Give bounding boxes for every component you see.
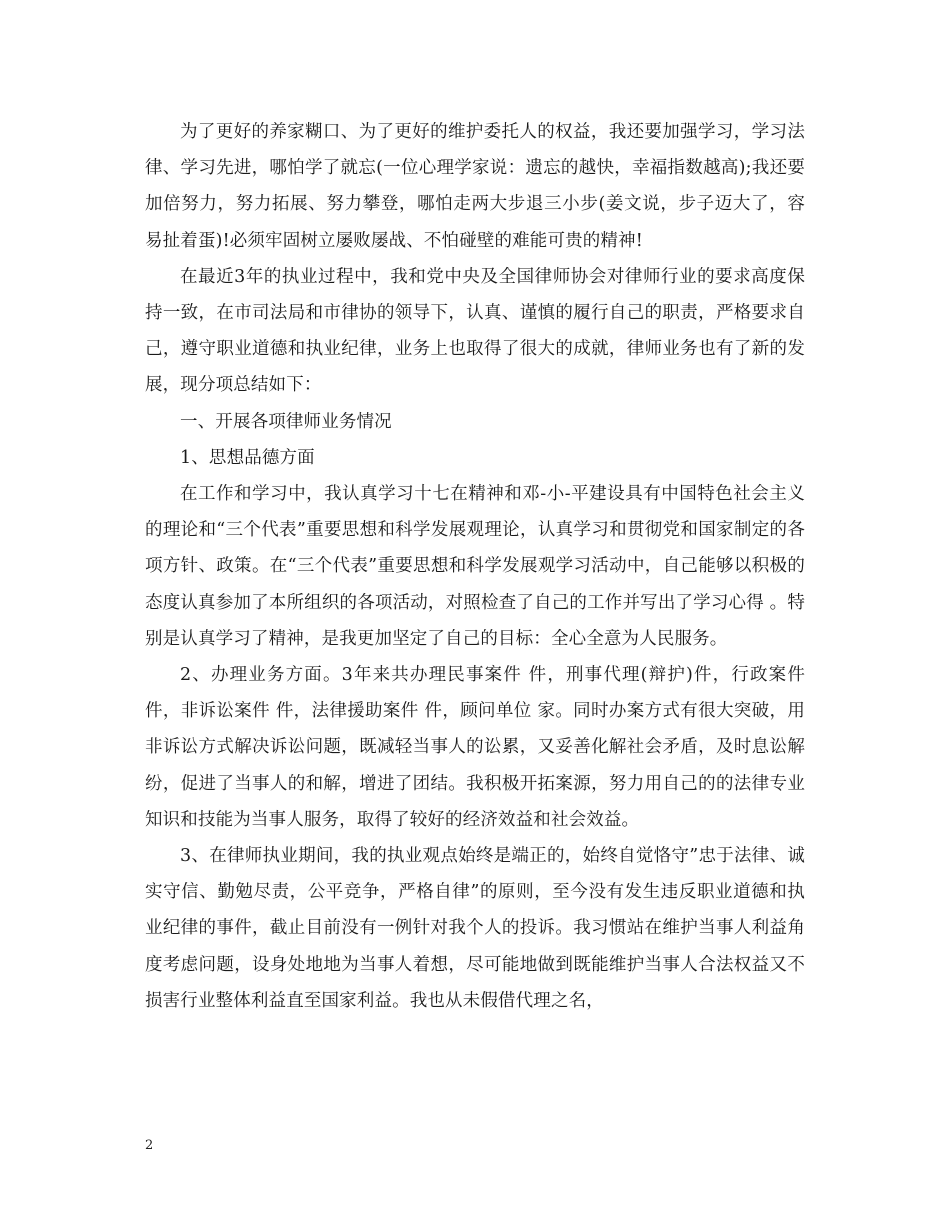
document-body — [145, 114, 805, 1019]
page-number: 2 — [145, 1138, 154, 1153]
paragraph-5: 在工作和学习中，我认真学习十七在精神和邓-小-平建设具有中国特色社会主义的理论和“三个代表”重要思想和科学发展观理论，认真学习和贯彻党和国家制定的各项方针、政策。在“三个代表”重要思想和科学发展观学习活动中，自己能够以积极的态度认真参加了本所组织的各项活动，对照检查了自己的工作并写出了学习心得 。特别是认真学习了精神，是我更加坚定了自己的目标：全心全意为人民服务。 — [145, 484, 805, 649]
paragraph-1: 为了更好的养家糊口、为了更好的维护委托人的权益，我还要加强学习，学习法律、学习先进，哪怕学了就忘(一位心理学家说：遗忘的越快，幸福指数越高);我还要加倍努力，努力拓展、努力攀登，哪怕走两大步退三小步(姜文说，步子迈大了，容易扯着蛋)!必须牢固树立屡败屡战、不怕碰壁的难能可贵的精神! — [145, 122, 805, 251]
subsection-heading: 1、思想品德方面 — [180, 447, 315, 468]
paragraph-2: 在最近3年的执业过程中，我和党中央及全国律师协会对律师行业的要求高度保持一致，在市司法局和市律协的领导下，认真、谨慎的履行自己的职责，严格要求自己，遵守职业道德和执业纪律，业务上也取得了很大的成就，律师业务也有了新的发展，现分项总结如下： — [145, 266, 805, 396]
section-heading: 一、开展各项律师业务情况 — [180, 411, 392, 432]
paragraph-7: 3、在律师执业期间，我的执业观点始终是端正的，始终自觉恪守”忠于法律、诚实守信、勤勉尽责，公平竞争，严格自律”的原则，至今没有发生违反职业道德和执业纪律的事件，截止目前没有一例针对我个人的投诉。我习惯站在维护当事人利益角度考虑问题，设身处地地为当事人着想，尽可能地做到既能维护当事人合法权益又不损害行业整体利益直至国家利益。我也从未假借代理之名， — [145, 846, 805, 1011]
paragraph-6: 2、办理业务方面。3年来共办理民事案件 件，刑事代理(辩护)件，行政案件 件，非诉讼案件 件，法律援助案件 件，顾问单位 家。同时办案方式有很大突破，用非诉讼方式解决诉讼问题，既减轻当事人的讼累，又妥善化解社会矛盾，及时息讼解纷，促进了当事人的和解，增进了团结。我积极开拓案源，努力用自己的的法律专业知识和技能为当事人服务，取得了较好的经济效益和社会效益。 — [145, 665, 805, 830]
